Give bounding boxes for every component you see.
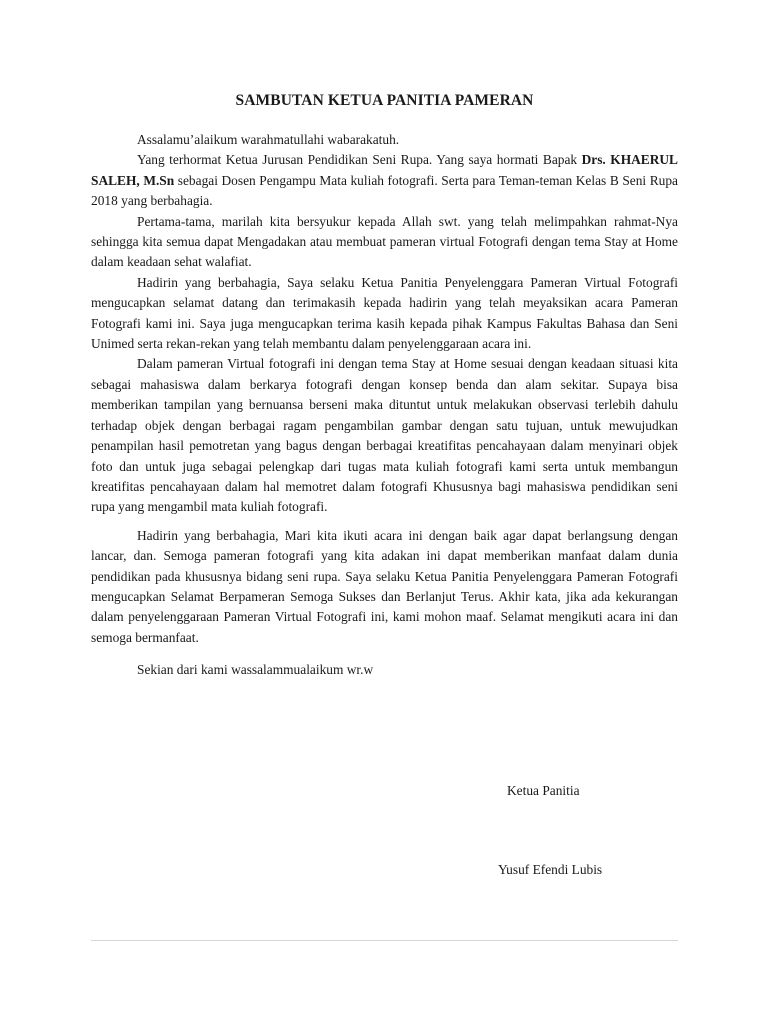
lecturer-name: Drs. KHAERUL SALEH, M.Sn (91, 152, 678, 188)
greeting-text-pre: Yang terhormat Ketua Jurusan Pendidikan Seni Rupa. Yang saya hormati Bapak (137, 152, 582, 168)
signature-name: Yusuf Efendi Lubis (498, 862, 603, 877)
signature-role: Ketua Panitia (507, 783, 580, 798)
greeting-paragraph (91, 150, 678, 211)
document-body (91, 130, 678, 681)
document-title: SAMBUTAN KETUA PANITIA PAMERAN (235, 92, 534, 109)
welcome-paragraph: Hadirin yang berbahagia, Saya selaku Ketua Panitia Penyelenggara Pameran Virtual Fotografi mengucapkan selamat datang dan terimakasih kepada hadirin yang telah meyaksikan acara Pameran Fotografi kami ini. Saya juga mengucapkan terima kasih kepada pihak Kampus Fakultas Bahasa dan Seni Unimed serta rekan-rekan yang telah membantu dalam penyelenggaraan acara ini. (91, 274, 678, 352)
theme-paragraph: Dalam pameran Virtual fotografi ini dengan tema Stay at Home sesuai dengan keadaan situasi kita sebagai mahasiswa dalam berkarya fotografi dengan konsep benda dan alam sekitar. Supaya bisa memberikan tampilan yang bernuansa berseni maka dituntut untuk melakukan observasi terlebih dahulu terhadap objek dengan berbagai ragam pengambilan gambar dengan satu tujuan, untuk mewujudkan penampilan hasil pemotretan yang bagus dengan berbagai kreatifitas pencahayaan dalam menyinari objek foto dan untuk juga sebagai pelengkap dari tugas mata kuliah fotografi kami serta untuk membangun kreatifitas pencahayaan dalam hal memotret dalam fotografi Khususnya bagi mahasiswa pendidikan seni rupa yang mengambil mata kuliah fotografi. (91, 356, 678, 515)
closing-line: Sekian dari kami wassalammualaikum wr.w (137, 662, 374, 678)
page-bottom-divider (91, 940, 678, 941)
salam-paragraph: Assalamu’alaikum warahmatullahi wabarakatuh. (137, 132, 400, 147)
closing-remarks-paragraph: Hadirin yang berbahagia, Mari kita ikuti acara ini dengan baik agar dapat berlangsung dengan lancar, dan. Semoga pameran fotografi yang kita adakan ini dapat memberikan manfaat dalam dunia pendidikan pada khususnya bidang seni rupa. Saya selaku Ketua Panitia Penyelenggara Pameran Fotografi mengucapkan Selamat Berpameran Semoga Sukses dan Berlanjut Terus. Akhir kata, jika ada kekurangan dalam penyelenggaraan Pameran Virtual Fotografi ini, kami mohon maaf. Selamat mengikuti acara ini dan semoga bermanfaat. (91, 527, 678, 645)
greeting-text-post: sebagai Dosen Pengampu Mata kuliah fotografi. Serta para Teman-teman Kelas B Seni Rupa 2018 yang berbahagia. (91, 172, 678, 209)
gratitude-paragraph: Pertama-tama, marilah kita bersyukur kepada Allah swt. yang telah melimpahkan rahmat-Nya sehingga kita semua dapat Mengadakan atau membuat pameran virtual Fotografi dengan tema Stay at Home dalam keadaan sehat walafiat. (91, 213, 678, 270)
